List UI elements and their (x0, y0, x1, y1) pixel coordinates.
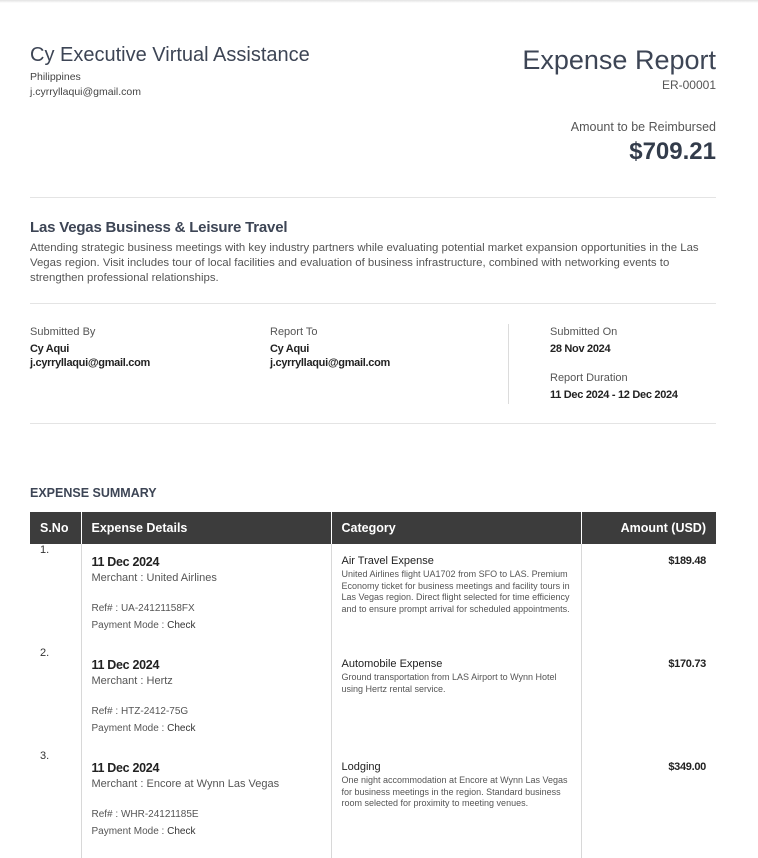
expense-date: 11 Dec 2024 (91, 555, 160, 569)
expense-table-header (30, 512, 716, 544)
row-sno: 2. (30, 647, 81, 750)
report-meta-section (30, 304, 716, 424)
payment-mode-label: Payment Mode : (91, 826, 168, 837)
row-sno: 3. (30, 750, 81, 858)
expense-details-cell (81, 750, 331, 858)
column-header-expense-details: Expense Details (81, 512, 331, 544)
report-to-email: j.cyrryllaqui@gmail.com (270, 357, 390, 369)
reimbursement-amount: $709.21 (629, 138, 716, 165)
category-name: Air Travel Expense (341, 555, 434, 567)
duration-value: 11 Dec 2024 - 12 Dec 2024 (550, 389, 678, 401)
category-description: Ground transportation from LAS Airport to Wynn Hotel using Hertz rental service. (341, 672, 557, 694)
expense-merchant: Merchant : United Airlines (91, 572, 217, 584)
trip-title: Las Vegas Business & Leisure Travel (30, 219, 288, 236)
expense-table (30, 512, 716, 858)
expense-ref: Ref# : UA-24121158FX (91, 603, 195, 614)
column-header-amount: Amount (USD) (581, 512, 716, 544)
company-name: Cy Executive Virtual Assistance (30, 44, 310, 66)
category-cell (331, 544, 581, 647)
report-number: ER-00001 (661, 78, 716, 92)
report-header (30, 0, 716, 198)
table-row (30, 647, 716, 750)
expense-date: 11 Dec 2024 (91, 761, 160, 775)
category-description: One night accommodation at Encore at Wynn Las Vegas for business meetings in the region. Standard business room selected for proximity to meeting venues. (341, 775, 568, 808)
submitted-by-block (30, 326, 150, 370)
reimbursement-label: Amount to be Reimbursed (570, 120, 716, 134)
category-name: Lodging (341, 761, 381, 773)
expense-details-cell (81, 544, 331, 647)
category-description: United Airlines flight UA1702 from SFO to LAS. Premium Economy ticket for business meetings and facility tours in Las Vegas region. Direct flight selected for time efficiency and to ensure prompt arrival for scheduled appointments. (341, 569, 570, 614)
meta-divider (508, 324, 509, 404)
company-country: Philippines (30, 71, 81, 83)
expense-summary-title: EXPENSE SUMMARY (30, 486, 157, 500)
expense-amount: $170.73 (668, 658, 706, 670)
expense-amount: $189.48 (668, 555, 706, 567)
submitted-on-block (550, 326, 617, 356)
expense-merchant: Merchant : Encore at Wynn Las Vegas (91, 778, 280, 790)
payment-mode (92, 826, 321, 837)
duration-label: Report Duration (550, 372, 628, 384)
submitted-by-label: Submitted By (30, 326, 96, 338)
row-sno: 1. (30, 544, 81, 647)
submitted-by-email: j.cyrryllaqui@gmail.com (30, 357, 150, 369)
payment-mode-value: Check (167, 826, 196, 837)
category-cell (331, 750, 581, 858)
table-row (30, 544, 716, 647)
expense-details-cell (81, 647, 331, 750)
report-to-block (270, 326, 390, 370)
column-header-category: Category (331, 512, 581, 544)
payment-mode-value: Check (167, 723, 196, 734)
amount-cell (581, 544, 716, 647)
payment-mode-label: Payment Mode : (91, 620, 168, 631)
expense-report-document (30, 0, 716, 837)
payment-mode-value: Check (167, 620, 196, 631)
report-to-name: Cy Aqui (270, 343, 310, 355)
payment-mode (92, 723, 321, 734)
expense-ref: Ref# : WHR-24121185E (91, 809, 199, 820)
submitted-on-label: Submitted On (550, 326, 618, 338)
category-cell (331, 647, 581, 750)
expense-ref: Ref# : HTZ-2412-75G (91, 706, 189, 717)
submitted-by-name: Cy Aqui (30, 343, 70, 355)
report-to-label: Report To (270, 326, 318, 338)
duration-block (550, 372, 678, 402)
expense-date: 11 Dec 2024 (91, 658, 160, 672)
amount-cell (581, 750, 716, 858)
category-name: Automobile Expense (341, 658, 443, 670)
company-email: j.cyrryllaqui@gmail.com (30, 86, 142, 98)
trip-section (30, 198, 716, 304)
submitted-on-date: 28 Nov 2024 (550, 343, 611, 355)
payment-mode (92, 620, 321, 631)
table-row (30, 750, 716, 858)
expense-amount: $349.00 (668, 761, 706, 773)
expense-merchant: Merchant : Hertz (91, 675, 173, 687)
payment-mode-label: Payment Mode : (91, 723, 168, 734)
column-header-sno: S.No (30, 512, 81, 544)
amount-cell (581, 647, 716, 750)
report-title: Expense Report (522, 45, 716, 75)
trip-description: Attending strategic business meetings with key industry partners while evaluating potential market expansion opportunities in the Las Vegas region. Visit includes tour of local facilities and evaluation of business infrastructure, combined with networking events to strengthen professional relationships. (30, 242, 699, 284)
